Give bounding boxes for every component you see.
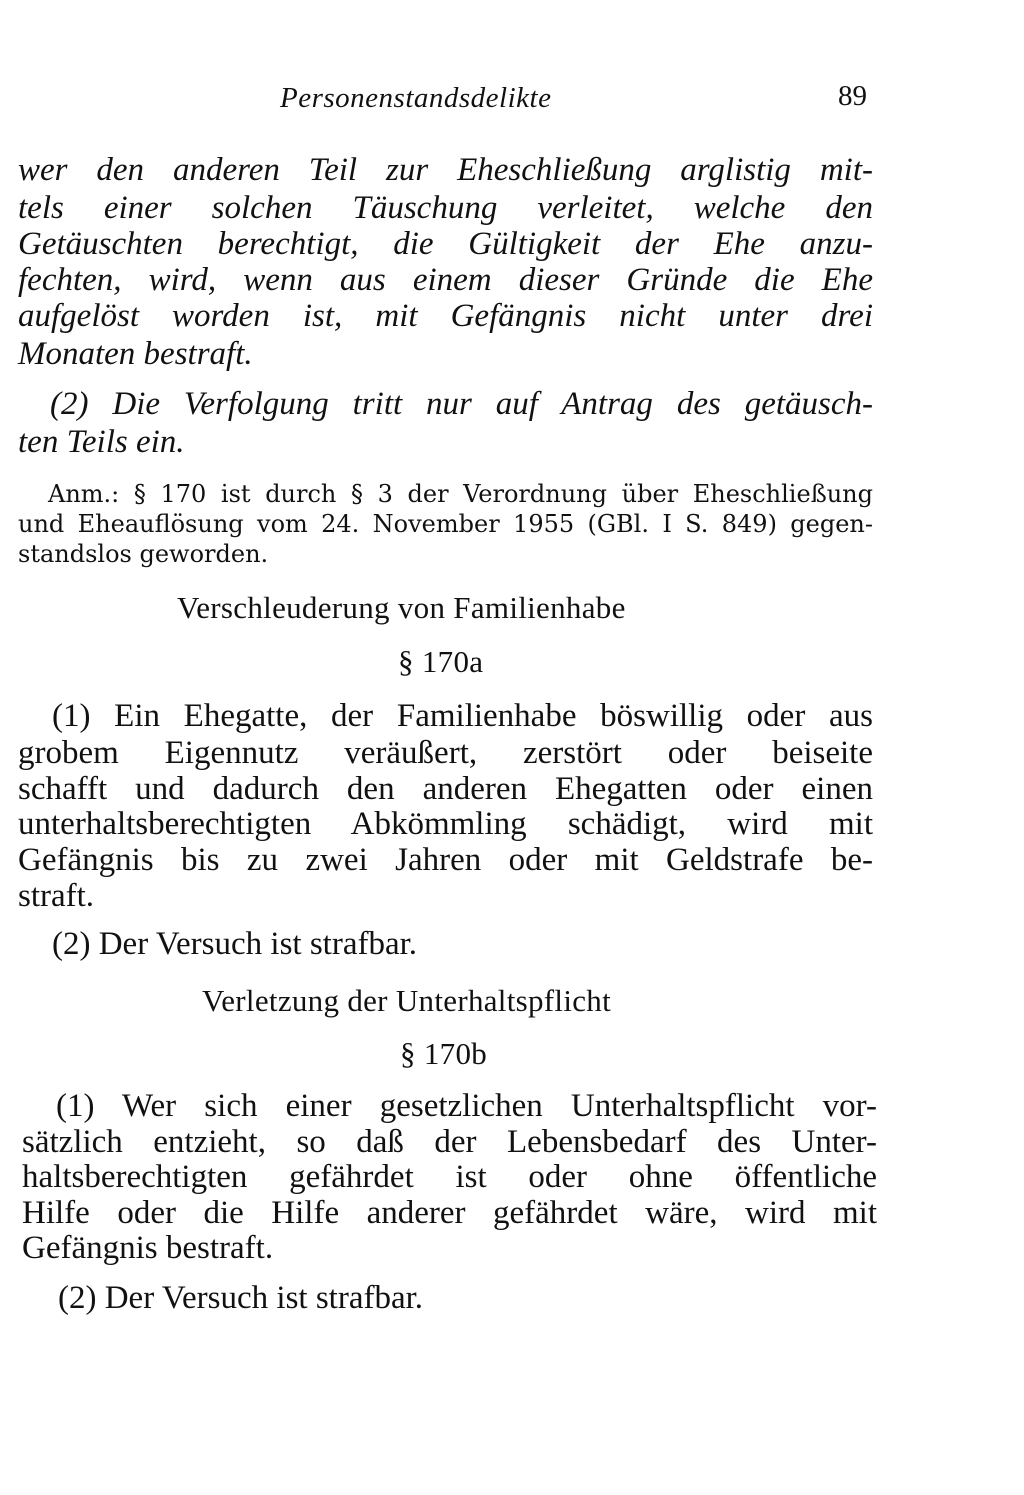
text-line: Gefängnis bis zu zwei Jahren oder mit Geldstrafe be-	[18, 842, 873, 878]
text-line: straft.	[18, 878, 95, 914]
text-line: aufgelöst worden ist, mit Gefängnis nicht unter drei	[18, 298, 873, 334]
text-line: haltsberechtigten gefährdet ist oder ohne öffentliche	[22, 1159, 877, 1195]
section-number: § 170a	[398, 644, 484, 679]
text-line: fechten, wird, wenn aus einem dieser Gründe die Ehe	[18, 262, 873, 298]
text-line: grobem Eigennutz veräußert, zerstört oder beiseite	[18, 735, 873, 771]
text-line: (1) Ein Ehegatte, der Familienhabe böswillig oder aus	[52, 698, 873, 734]
section-170b-paragraph-2: (2) Der Versuch ist strafbar.	[58, 1280, 424, 1316]
section-number: § 170b	[400, 1036, 488, 1071]
text-line: Anm.: § 170 ist durch § 3 der Verordnung über Eheschließung	[48, 480, 873, 508]
text-line: und Eheauflösung vom 24. November 1955 (GBl. I S. 849) gegen-	[18, 510, 873, 538]
section-170a-paragraph-2: (2) Der Versuch ist strafbar.	[52, 926, 418, 962]
text-line: Hilfe oder die Hilfe anderer gefährdet wäre, wird mit	[22, 1195, 877, 1231]
text-line: tels einer solchen Täuschung verleitet, welche den	[18, 190, 873, 226]
text-line: (2) Die Verfolgung tritt nur auf Antrag des getäusch-	[50, 386, 873, 422]
text-line: Gefängnis bestraft.	[22, 1230, 274, 1266]
text-line: (1) Wer sich einer gesetzlichen Unterhaltspflicht vor-	[56, 1088, 877, 1124]
text-line: schafft und dadurch den anderen Ehegatten oder einen	[18, 771, 873, 807]
text-line: Monaten bestraft.	[18, 336, 253, 372]
section-title: Verletzung der Unterhaltspflicht	[202, 983, 612, 1018]
text-line: unterhaltsberechtigten Abkömmling schädigt, wird mit	[18, 806, 873, 842]
text-line: standslos geworden.	[18, 540, 269, 568]
text-line: sätzlich entzieht, so daß der Lebensbedarf des Unter-	[22, 1124, 877, 1160]
text-line: wer den anderen Teil zur Eheschließung arglistig mit-	[18, 152, 873, 188]
page-number: 89	[838, 80, 867, 112]
text-line: Getäuschten berechtigt, die Gültigkeit der Ehe anzu-	[18, 226, 873, 262]
running-title: Personenstandsdelikte	[280, 82, 552, 114]
text-line: ten Teils ein.	[18, 424, 185, 460]
section-title: Verschleuderung von Familienhabe	[177, 590, 626, 625]
